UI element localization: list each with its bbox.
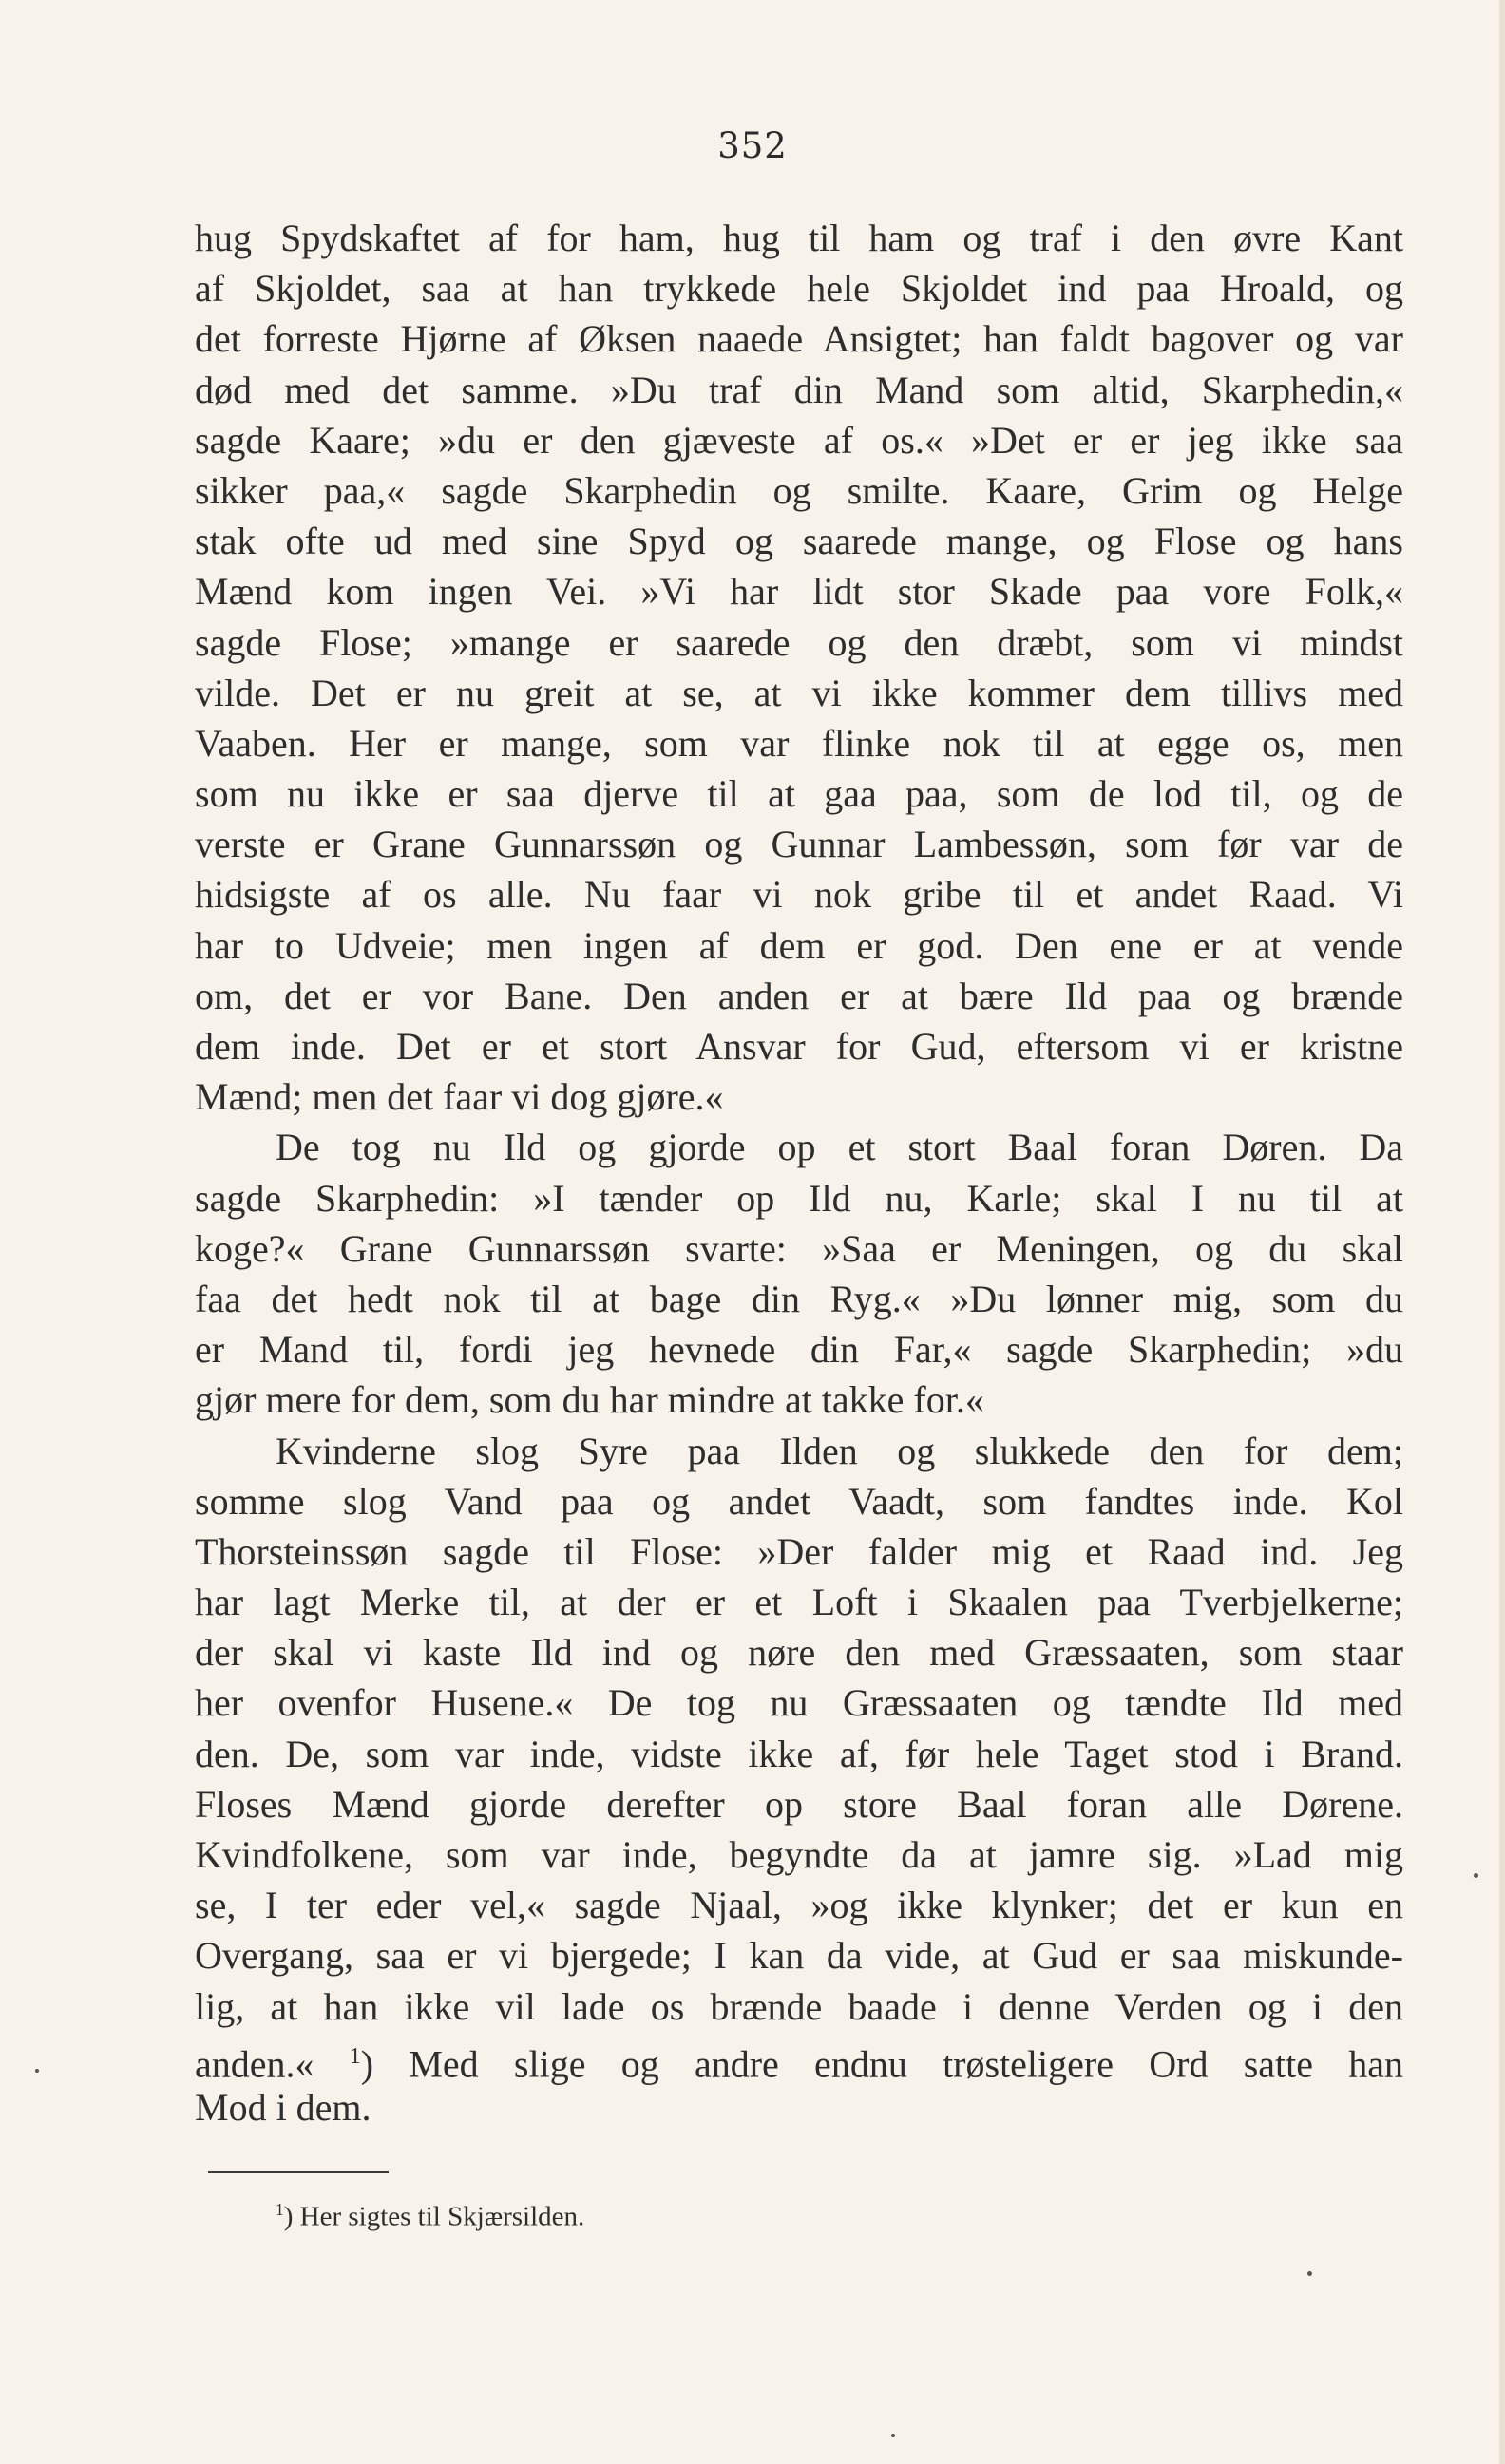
text-line: gjør mere for dem, som du har mindre at takke for.« (195, 1378, 984, 1422)
text-line: det forreste Hjørne af Øksen naaede Ansigtet; han faldt bagover og var (195, 317, 1403, 361)
text-line: faa det hedt nok til at bage din Ryg.« »Du lønner mig, som du (195, 1277, 1403, 1320)
footnote-reference[interactable]: 1 (349, 2043, 361, 2069)
text-line: om, det er vor Bane. Den anden er at bære Ild paa og brænde (195, 974, 1403, 1017)
text-line: hidsigste af os alle. Nu faar vi nok gribe til et andet Raad. Vi (195, 873, 1403, 917)
text-line: sagde Flose; »mange er saarede og den dræbt, som vi mindst (195, 620, 1403, 664)
text-line: her ovenfor Husene.« De tog nu Græssaaten og tændte Ild med (195, 1681, 1403, 1725)
footnote (276, 2200, 584, 2232)
footnote-mark: 1 (276, 2200, 284, 2219)
text-line: Vaaben. Her er mange, som var flinke nok til at egge os, men (195, 721, 1403, 765)
text-line: verste er Grane Gunnarssøn og Gunnar Lambessøn, som før var de (195, 823, 1403, 866)
text-line: af Skjoldet, saa at han trykkede hele Skjoldet ind paa Hroald, og (195, 267, 1403, 311)
text-line: hug Spydskaftet af for ham, hug til ham og traf i den øvre Kant (195, 217, 1403, 259)
text-line: koge?« Grane Gunnarssøn svarte: »Saa er Meningen, og du skal (195, 1226, 1403, 1270)
text-line: den. De, som var inde, vidste ikke af, før hele Taget stod i Brand. (195, 1732, 1403, 1775)
text-line: Mænd; men det faar vi dog gjøre.« (195, 1075, 724, 1119)
text-line: dem inde. Det er et stort Ansvar for Gud, eftersom vi er kristne (195, 1025, 1403, 1068)
footnote-close: ) (283, 2201, 294, 2232)
closing-line (195, 2032, 1404, 2086)
closing-after-mark: ) Med slige og andre endnu trøsteligere Ord satte han (360, 2042, 1404, 2086)
text-line: stak ofte ud med sine Spyd og saarede mange, og Flose og hans (195, 520, 1403, 563)
paragraph-2 (195, 1122, 1403, 1425)
page-number: 352 (717, 125, 788, 166)
text-line: død med det samme. »Du traf din Mand som altid, Skarphedin,« (195, 368, 1403, 411)
paragraph-3 (195, 1426, 1403, 2133)
paragraph-1 (195, 213, 1403, 1122)
text-line: sikker paa,« sagde Skarphedin og smilte. Kaare, Grim og Helge (195, 468, 1403, 512)
text-line: der skal vi kaste Ild ind og nøre den med Græssaaten, som staar (195, 1631, 1403, 1675)
paper-speck (1307, 2271, 1312, 2276)
text-line: lig, at han ikke vil lade os brænde baade i denne Verden og i den (195, 1984, 1403, 2028)
text-line: se, I ter eder vel,« sagde Njaal, »og ikke klynker; det er kun en (195, 1884, 1403, 1927)
text-line: Thorsteinssøn sagde til Flose: »Der falder mig et Raad ind. Jeg (195, 1529, 1403, 1573)
paper-speck (1474, 1873, 1478, 1878)
footnote-text: Her sigtes til Skjærsilden. (299, 2201, 585, 2232)
text-line: Kvindfolkene, som var inde, begyndte da at jamre sig. »Lad mig (195, 1833, 1403, 1876)
text-line: Mod i dem. (195, 2085, 371, 2129)
text-line: sagde Kaare; »du er den gjæveste af os.« »Det er er jeg ikke saa (195, 418, 1403, 462)
text-line: som nu ikke er saa djerve til at gaa paa, som de lod til, og de (195, 772, 1403, 816)
text-line: sagde Skarphedin: »I tænder op Ild nu, Karle; skal I nu til at (195, 1176, 1403, 1220)
footnote-rule (208, 2171, 389, 2173)
text-line: Floses Mænd gjorde derefter op store Baal foran alle Dørene. (195, 1782, 1403, 1826)
paper-speck (35, 2069, 39, 2073)
body-text (195, 213, 1403, 2132)
text-line: har lagt Merke til, at der er et Loft i Skaalen paa Tverbjelkerne; (195, 1581, 1403, 1624)
text-line: er Mand til, fordi jeg hevnede din Far,« sagde Skarphedin; »du (195, 1328, 1403, 1372)
text-line: Kvinderne slog Syre paa Ilden og slukkede den for dem; (276, 1429, 1403, 1472)
paper-speck (891, 2434, 895, 2437)
text-line: har to Udveie; men ingen af dem er god. Den ene er at vende (195, 923, 1403, 967)
text-line: vilde. Det er nu greit at se, at vi ikke kommer dem tillivs med (195, 671, 1403, 714)
text-line: somme slog Vand paa og andet Vaadt, som fandtes inde. Kol (195, 1479, 1403, 1523)
text-line: De tog nu Ild og gjorde op et stort Baal foran Døren. Da (276, 1126, 1403, 1169)
closing-before-mark: anden.« (195, 2042, 314, 2086)
text-line: Mænd kom ingen Vei. »Vi har lidt stor Skade paa vore Folk,« (195, 570, 1403, 614)
text-line: Overgang, saa er vi bjergede; I kan da vide, at Gud er saa miskunde- (195, 1934, 1403, 1978)
